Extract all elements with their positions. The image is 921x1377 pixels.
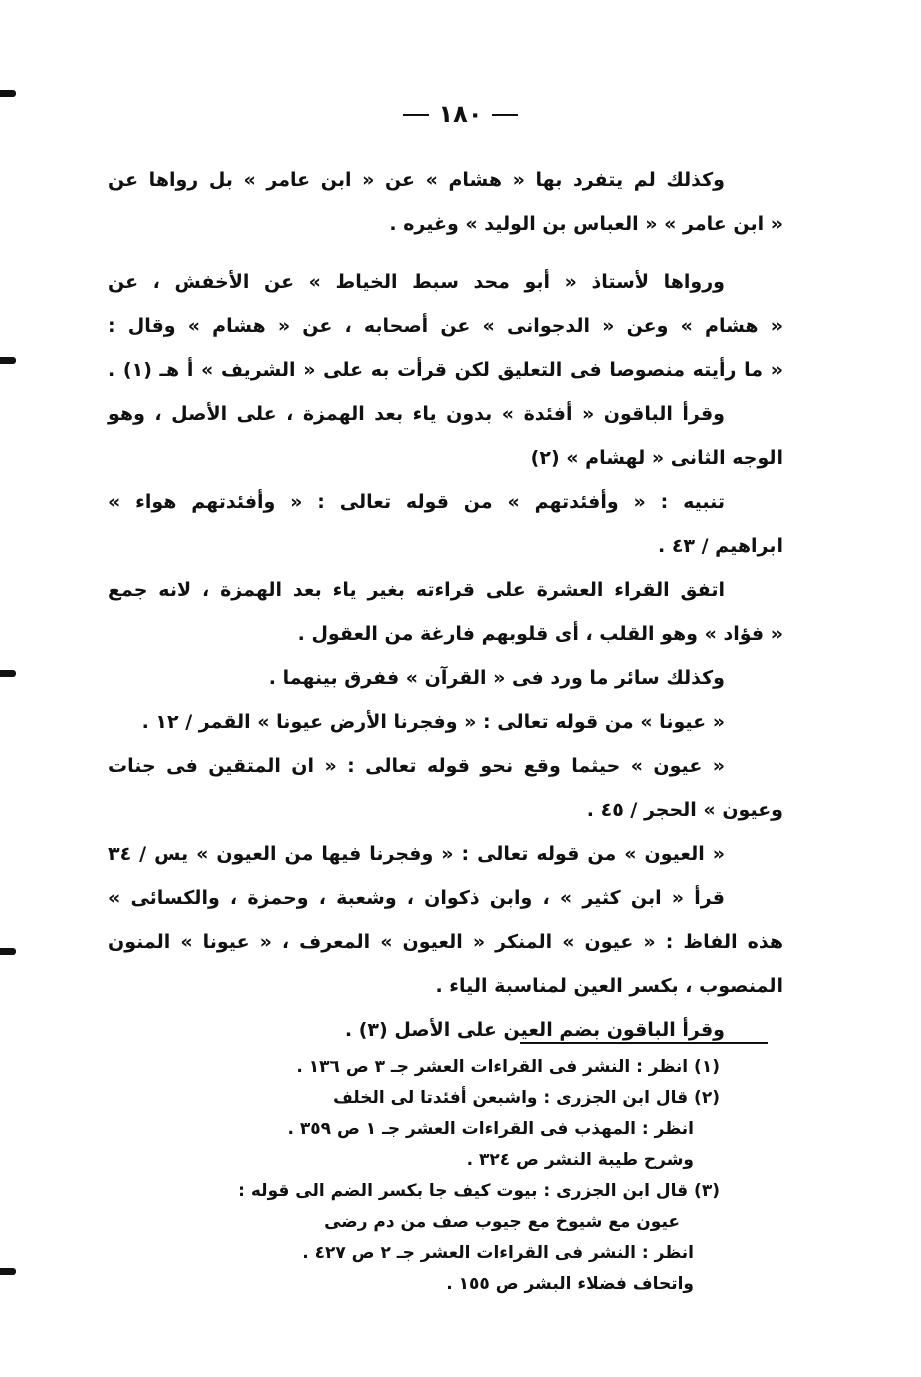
text-line: قرأ « ابن كثير » ، وابن ذكوان ، وشعبة ، وحمزة ، والكسائى » (108, 887, 725, 909)
main-text (108, 158, 783, 1052)
page-number (0, 100, 921, 128)
footnote-line: (٣) قال ابن الجزرى : بيوت كيف جا بكسر الضم الى قوله : (238, 1181, 720, 1201)
page-number-text: ١٨٠ (438, 100, 483, 128)
text-line: المنصوب ، بكسر العين لمناسبة الياء . (435, 975, 783, 997)
binding-mark (0, 90, 16, 97)
text-line: ابراهيم / ٤٣ . (657, 535, 783, 557)
text-line: وقرأ الباقون « أفئدة » بدون ياء بعد الهمزة ، على الأصل ، وهو (108, 403, 725, 425)
text-line: « ما رأيته منصوصا فى التعليق لكن قرأت به على « الشريف » أ هـ (١) . (108, 359, 783, 381)
footnote-line: عيون مع شيوخ مع جيوب صف من دم رضى (324, 1212, 680, 1232)
footnote-line: (١) انظر : النشر فى القراءات العشر جـ ٣ ص ١٣٦ . (296, 1057, 720, 1077)
text-line: هذه الفاظ : « عيون » المنكر « العيون » المعرف ، « عيونا » المنون (108, 931, 783, 953)
text-line: الوجه الثانى « لهشام » (٢) (530, 447, 783, 469)
footnote-line: واتحاف فضلاء البشر ص ١٥٥ . (446, 1274, 694, 1294)
text-line: وقرأ الباقون بضم العين على الأصل (٣) . (344, 1019, 725, 1041)
text-line: تنبيه : « وأفئدتهم » من قوله تعالى : « وأفئدتهم هواء » (108, 491, 725, 513)
text-line: « فؤاد » وهو القلب ، أى قلوبهم فارغة من العقول . (297, 623, 783, 645)
text-line: « العيون » من قوله تعالى : « وفجرنا فيها من العيون » يس / ٣٤ (108, 843, 725, 865)
text-line: « ابن عامر » « العباس بن الوليد » وغيره . (389, 213, 783, 235)
text-line: ورواها لأستاذ « أبو محد سبط الخياط » عن الأخفش ، عن (108, 271, 725, 293)
binding-mark (0, 357, 16, 364)
text-line: اتفق القراء العشرة على قراءته بغير ياء بعد الهمزة ، لانه جمع (108, 579, 725, 601)
footnotes (150, 1052, 720, 1300)
text-line: وكذلك سائر ما ورد فى « القرآن » ففرق بينهما . (268, 667, 725, 689)
page-number-dash-right (492, 114, 518, 116)
footnote-divider (520, 1042, 768, 1044)
text-line: « هشام » وعن « الدجوانى » عن أصحابه ، عن « هشام » وقال : (108, 315, 783, 337)
footnote-line: (٢) قال ابن الجزرى : واشبعن أفئدتا لى الخلف (333, 1088, 720, 1108)
text-line: وعيون » الحجر / ٤٥ . (586, 799, 783, 821)
page-number-dash-left (403, 114, 429, 116)
footnote-line: انظر : النشر فى القراءات العشر جـ ٢ ص ٤٢٧ . (302, 1243, 694, 1263)
binding-mark (0, 1268, 16, 1275)
text-line: « عيونا » من قوله تعالى : « وفجرنا الأرض عيونا » القمر / ١٢ . (141, 711, 725, 733)
text-line: « عيون » حيثما وقع نحو قوله تعالى : « ان المتقين فى جنات (108, 755, 725, 777)
footnote-line: انظر : المهذب فى القراءات العشر جـ ١ ص ٣٥٩ . (287, 1119, 694, 1139)
footnote-line: وشرح طيبة النشر ص ٣٢٤ . (466, 1150, 694, 1170)
binding-mark (0, 670, 16, 677)
text-line: وكذلك لم يتفرد بها « هشام » عن « ابن عامر » بل رواها عن (108, 169, 725, 191)
binding-mark (0, 948, 16, 955)
